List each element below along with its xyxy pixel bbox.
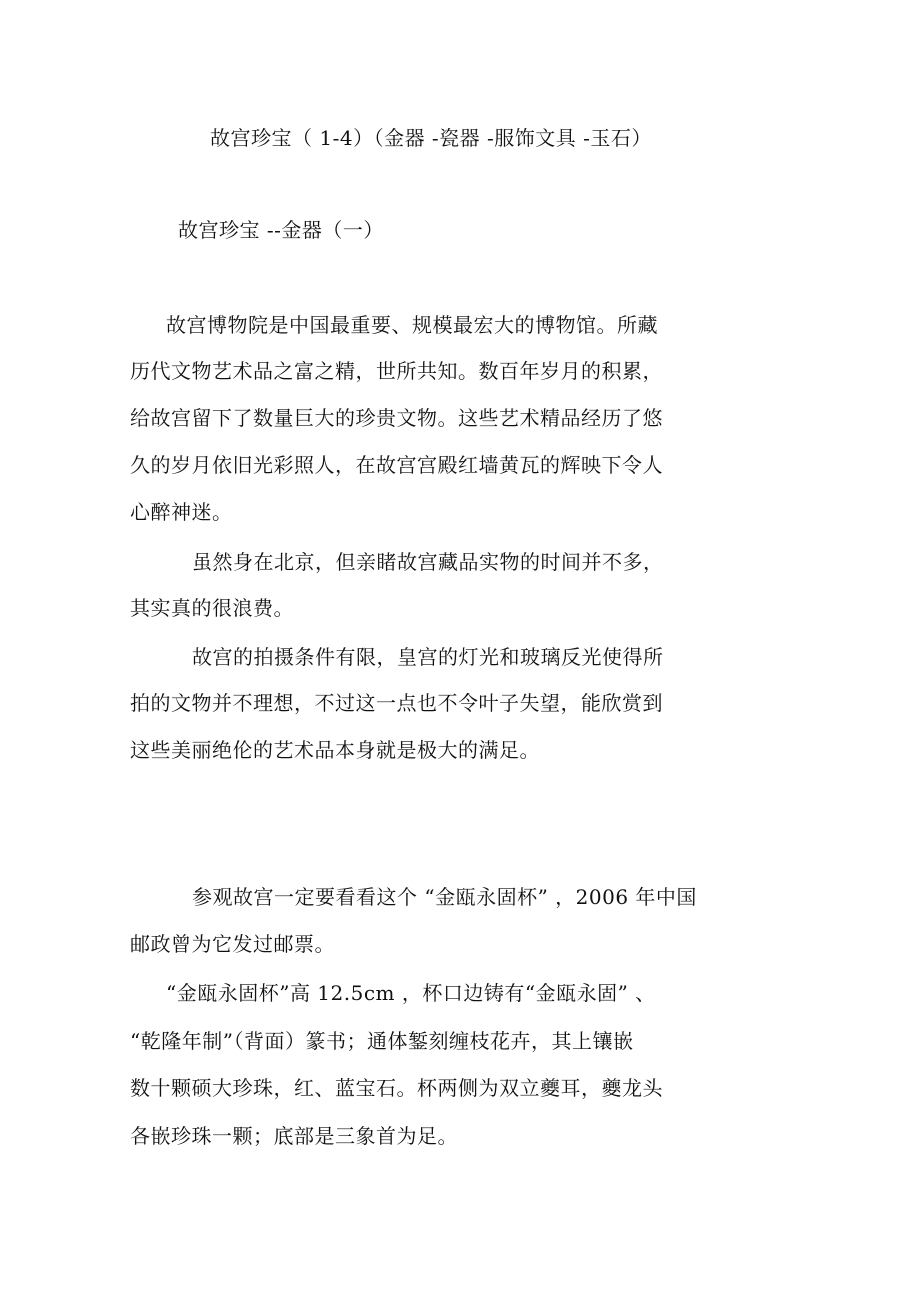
paragraph-line: 故宫的拍摄条件有限，皇宫的灯光和玻璃反光使得所 — [192, 645, 664, 669]
paragraph-line: “金瓯永固杯”高 12.5cm ，杯口边铸有“金瓯永固” 、 — [166, 981, 656, 1005]
paragraph-line: 故宫博物院是中国最重要、规模最宏大的博物馆。所藏 — [166, 313, 658, 337]
paragraph-line: 心醉神迷。 — [130, 500, 233, 524]
paragraph-line: 这些美丽绝伦的艺术品本身就是极大的满足。 — [130, 738, 540, 762]
document-title: 故宫珍宝（ 1-4）（金器 -瓷器 -服饰文具 -玉石） — [210, 126, 652, 150]
paragraph-line: 邮政曾为它发过邮票。 — [130, 932, 335, 956]
paragraph-line: “乾隆年制”（背面）篆书；通体錾刻缠枝花卉，其上镶嵌 — [130, 1029, 634, 1053]
paragraph-line: 数十颗硕大珍珠，红、蓝宝石。杯两侧为双立夔耳，夔龙头 — [130, 1076, 663, 1100]
section-heading: 故宫珍宝 --金器（一） — [178, 218, 384, 242]
paragraph-line: 参观故宫一定要看看这个 “金瓯永固杯” ，2006 年中国 — [192, 885, 697, 909]
paragraph-line: 历代文物艺术品之富之精，世所共知。数百年岁月的积累， — [130, 359, 663, 383]
paragraph-line: 其实真的很浪费。 — [130, 596, 294, 620]
paragraph-line: 拍的文物并不理想，不过这一点也不令叶子失望，能欣赏到 — [130, 691, 663, 715]
paragraph-line: 虽然身在北京，但亲睹故宫藏品实物的时间并不多， — [192, 550, 664, 574]
paragraph-line: 各嵌珍珠一颗；底部是三象首为足。 — [130, 1124, 458, 1148]
paragraph-line: 久的岁月依旧光彩照人，在故宫宫殿红墙黄瓦的辉映下令人 — [130, 453, 663, 477]
paragraph-line: 给故宫留下了数量巨大的珍贵文物。这些艺术精品经历了悠 — [130, 406, 663, 430]
